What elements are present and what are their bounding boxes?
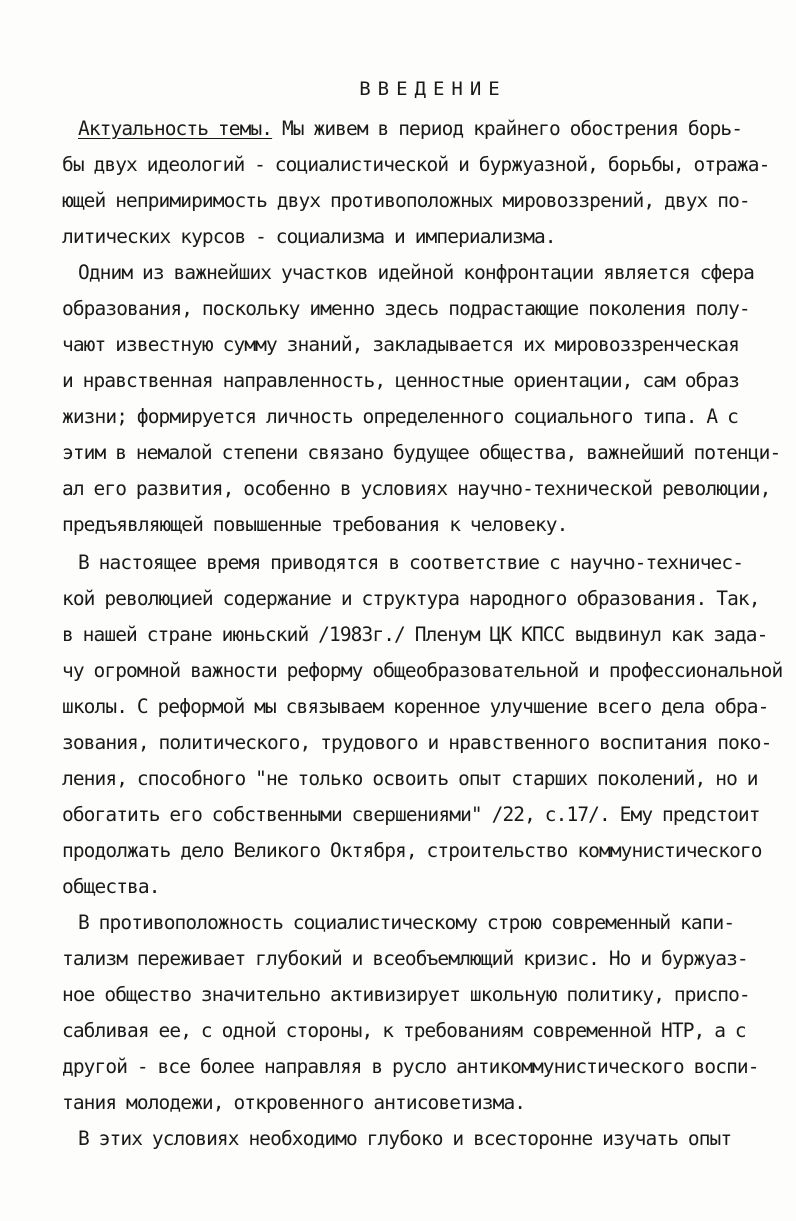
heading-term: Актуальность темы. (78, 117, 273, 140)
page-title: ВВЕДЕНИЕ (359, 78, 507, 100)
text-line: этим в немалой степени связано будущее общества, важнейший потенци- (62, 441, 781, 464)
text-line: продолжать дело Великого Октября, строительство коммунистического (62, 839, 762, 862)
text-line: образования, поскольку именно здесь подрастающие поколения полу- (62, 297, 750, 320)
text-line: ное общество значительно активизирует школьную политику, приспо- (62, 983, 750, 1006)
text-line: кой революцией содержание и структура народного образования. Так, (62, 587, 760, 610)
paragraph-start-line: В противоположность социалистическому строю современный капи- (78, 911, 735, 934)
text-line: чают известную сумму знаний, закладывается их мировоззренческая (62, 333, 739, 356)
text-line: ал его развития, особенно в условиях научно-технической революции, (62, 477, 771, 500)
text-line: бы двух идеологий - социалистической и буржуазной, борьбы, отража- (62, 153, 770, 176)
text-line: ления, способного "не только освоить опыт старших поколений, но и (62, 767, 758, 790)
paragraph-start-line: В этих условиях необходимо глубоко и всесторонне изучать опыт (78, 1127, 732, 1150)
text-line: и нравственная направленность, ценностные ориентации, сам образ (62, 369, 739, 392)
text-line: жизни; формируется личность определенного социального типа. А с (62, 405, 738, 428)
text-line: в нашей стране июньский /1983г./ Пленум ЦК КПСС выдвинул как зада- (62, 623, 768, 646)
text-line: ющей непримиримость двух противоположных мировоззрений, двух по- (62, 189, 750, 212)
text-line: другой - все более направляя в русло антикоммунистического воспи- (62, 1055, 759, 1078)
text-line: предъявляющей повышенные требования к человеку. (62, 513, 568, 536)
text-line-1 (78, 117, 742, 141)
text-line: школы. С реформой мы связываем коренное улучшение всего дела обра- (62, 695, 769, 718)
text-line: сабливая ее, с одной стороны, к требованиям современной НТР, а с (62, 1019, 746, 1042)
paragraph-start-line: В настоящее время приводятся в соответствие с научно-техничес- (78, 551, 744, 574)
text-line-1-rest: Мы живем в период крайнего обострения борь- (272, 117, 743, 140)
text-line: литических курсов - социализма и империализма. (62, 225, 556, 248)
text-line: тализм переживает глубокий и всеобъемлющий кризис. Но и буржуаз- (62, 947, 748, 970)
paragraph-start-line: Одним из важнейших участков идейной конфронтации является сфера (78, 261, 754, 284)
text-line: чу огромной важности реформу общеобразовательной и профессиональной (62, 659, 783, 682)
text-line: зования, политического, трудового и нравственного воспитания поко- (62, 731, 772, 754)
text-line: обогатить его собственными свершениями" /22, с.17/. Ему предстоит (62, 803, 760, 826)
text-line: тания молодежи, откровенного антисоветизма. (62, 1091, 526, 1114)
text-line: общества. (62, 875, 160, 898)
